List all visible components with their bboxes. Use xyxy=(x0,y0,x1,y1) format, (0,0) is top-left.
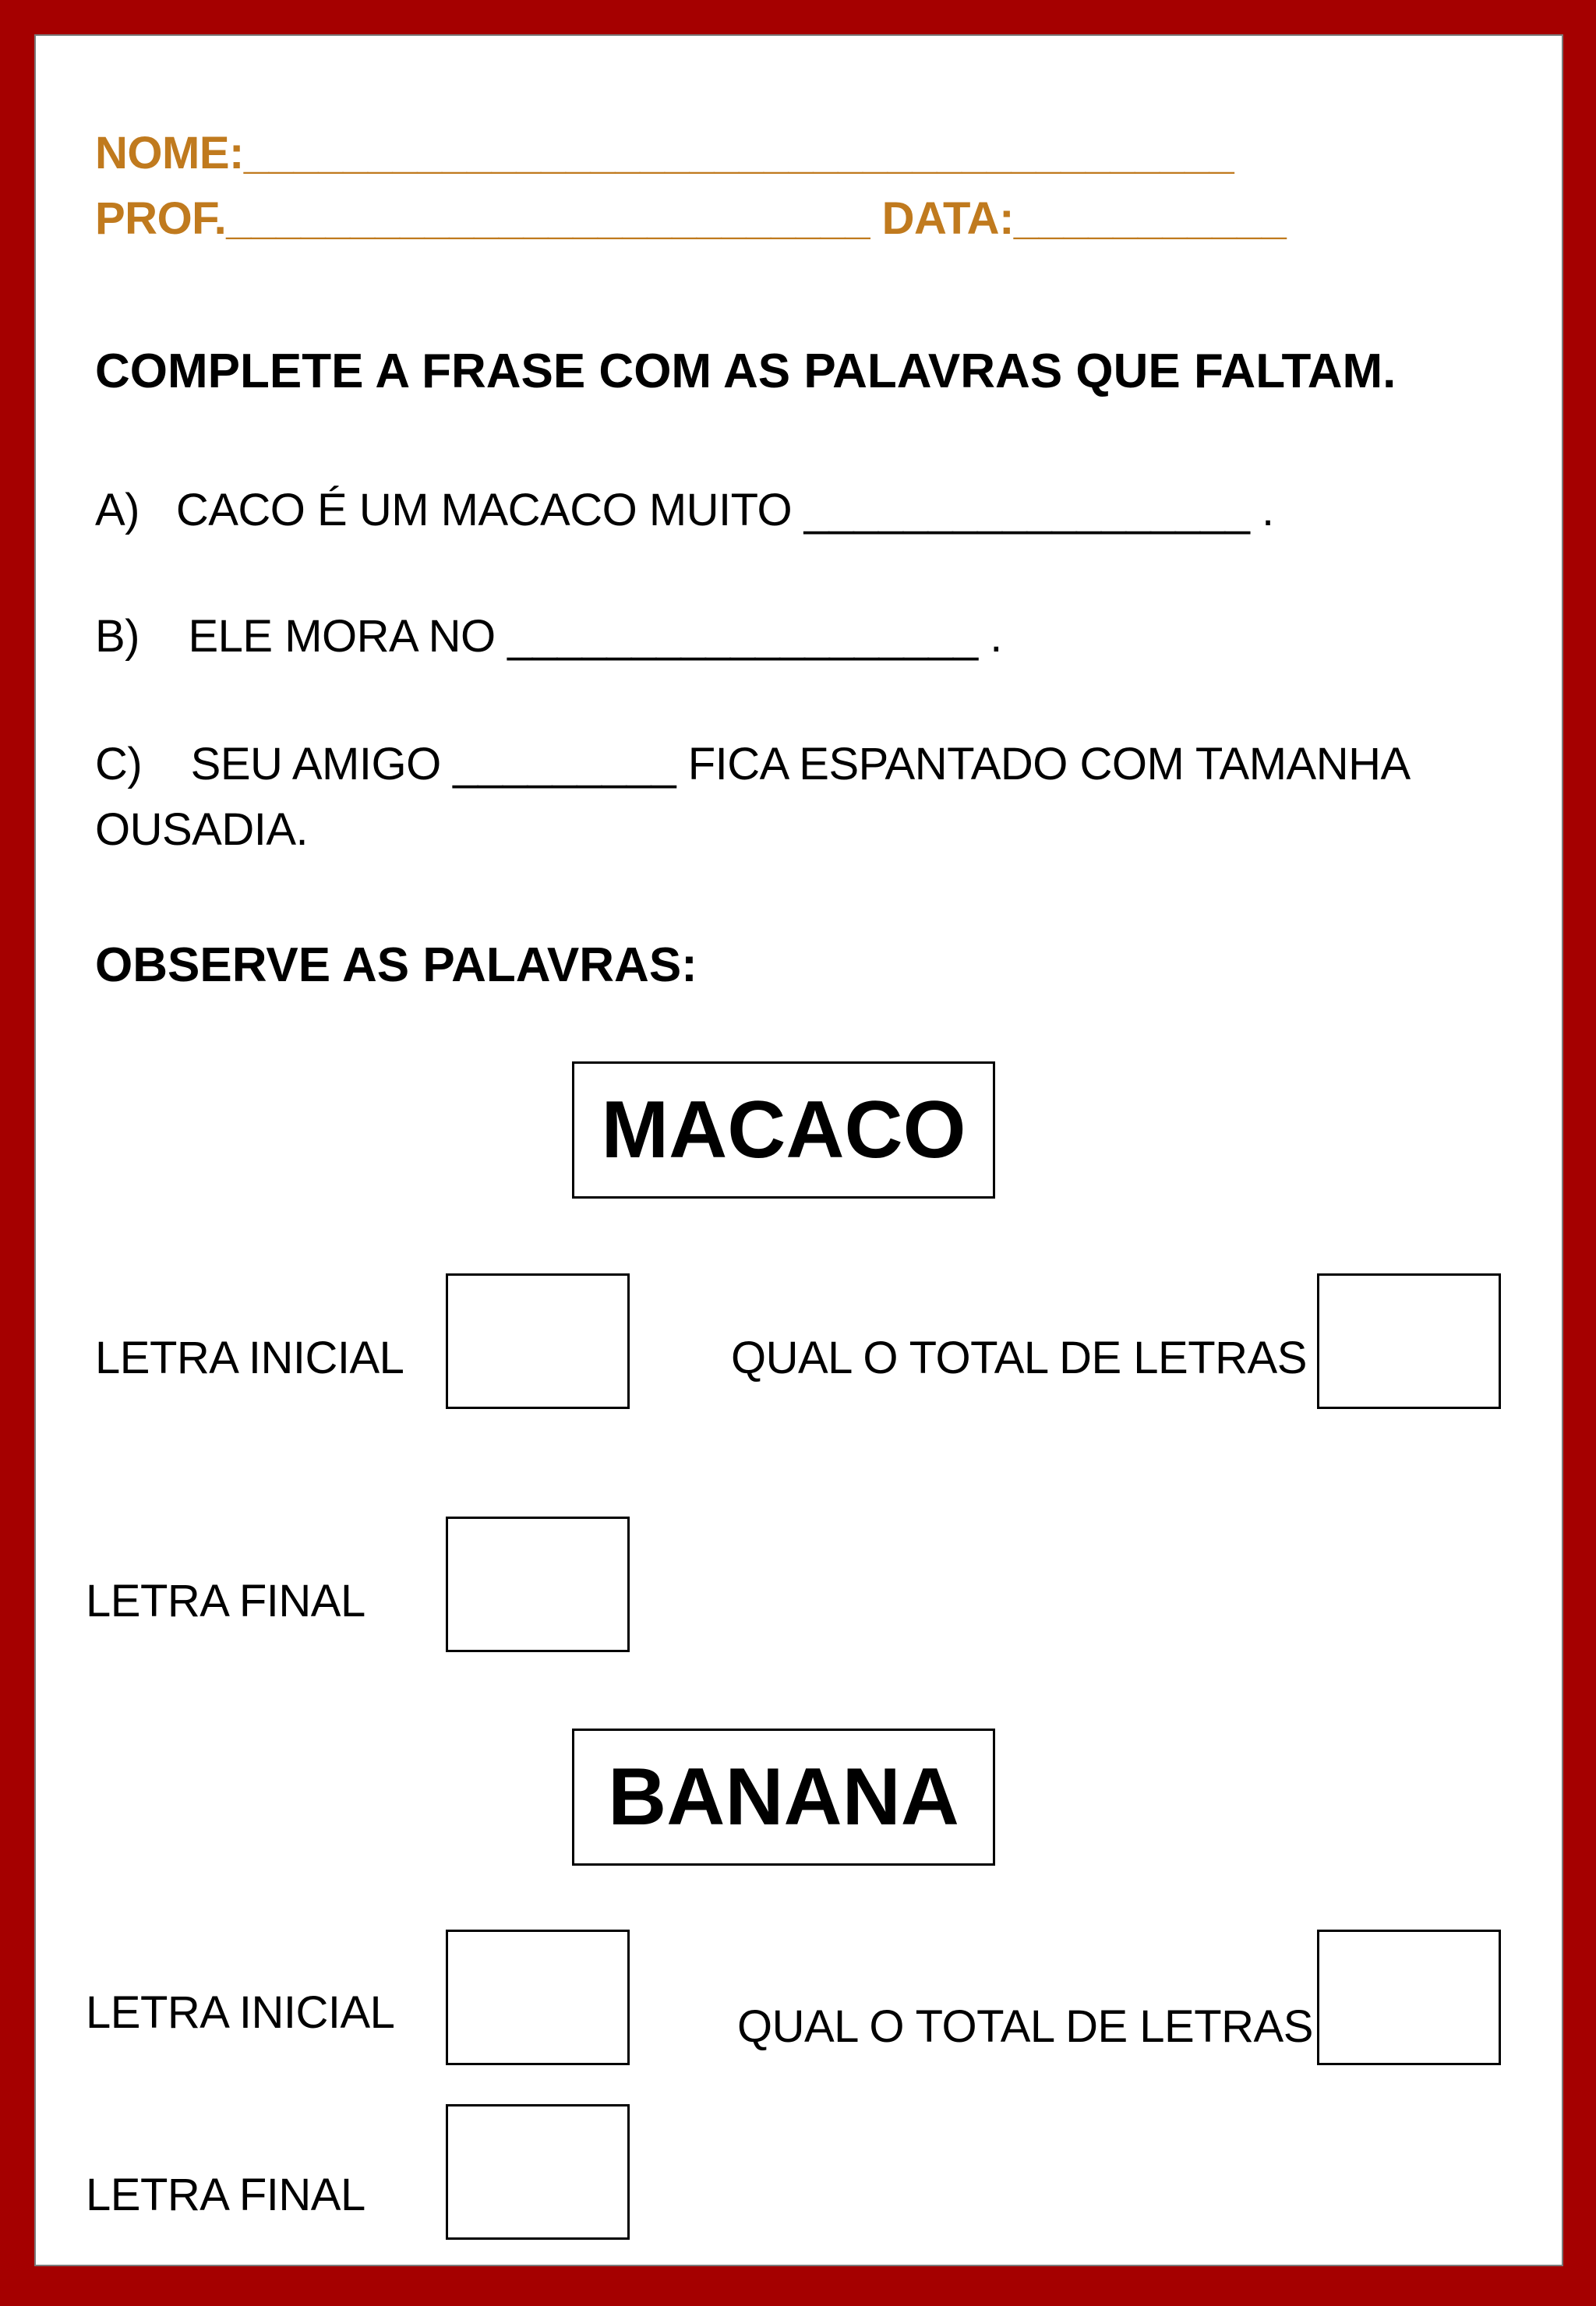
word-box-banana xyxy=(572,1729,995,1866)
final-letter-label: LETRA FINAL xyxy=(86,1576,365,1626)
observe-heading: OBSERVE AS PALAVRAS: xyxy=(95,938,697,992)
teacher-date-field-line: PROF.__________________________ DATA:___________ xyxy=(95,193,1287,244)
word-text: BANANA xyxy=(608,1752,959,1842)
sentence-letter: C) xyxy=(95,739,143,789)
initial-letter-label: LETRA INICIAL xyxy=(95,1333,404,1383)
total-letters-answer-box[interactable] xyxy=(1317,1273,1501,1409)
instruction-heading: COMPLETE A FRASE COM AS PALAVRAS QUE FALTAM. xyxy=(95,344,1396,398)
sentence-text: ELE MORA NO ___________________ . xyxy=(188,611,1002,662)
total-letters-answer-box[interactable] xyxy=(1317,1930,1501,2065)
initial-letter-answer-box[interactable] xyxy=(446,1273,630,1409)
name-field-line: NOME:________________________________________ xyxy=(95,128,1234,178)
initial-letter-label: LETRA INICIAL xyxy=(86,1987,395,2038)
sentence-c xyxy=(95,739,1411,789)
final-letter-label: LETRA FINAL xyxy=(86,2170,365,2220)
sentence-letter: B) xyxy=(95,611,139,662)
sentence-a xyxy=(95,485,1274,535)
worksheet-page xyxy=(34,34,1563,2266)
word-text: MACACO xyxy=(601,1085,966,1175)
word-box-macaco xyxy=(572,1061,995,1199)
final-letter-answer-box[interactable] xyxy=(446,2104,630,2240)
sentence-b xyxy=(95,611,1002,662)
initial-letter-answer-box[interactable] xyxy=(446,1930,630,2065)
sentence-text: CACO É UM MACACO MUITO __________________ . xyxy=(175,485,1274,535)
sentence-c-continuation: OUSADIA. xyxy=(95,804,309,855)
sentence-letter: A) xyxy=(95,485,139,535)
total-letters-label: QUAL O TOTAL DE LETRAS xyxy=(731,1333,1307,1383)
final-letter-answer-box[interactable] xyxy=(446,1517,630,1652)
sentence-text: SEU AMIGO _________ FICA ESPANTADO COM TAMANHA xyxy=(190,739,1411,789)
total-letters-label: QUAL O TOTAL DE LETRAS xyxy=(737,2001,1313,2052)
